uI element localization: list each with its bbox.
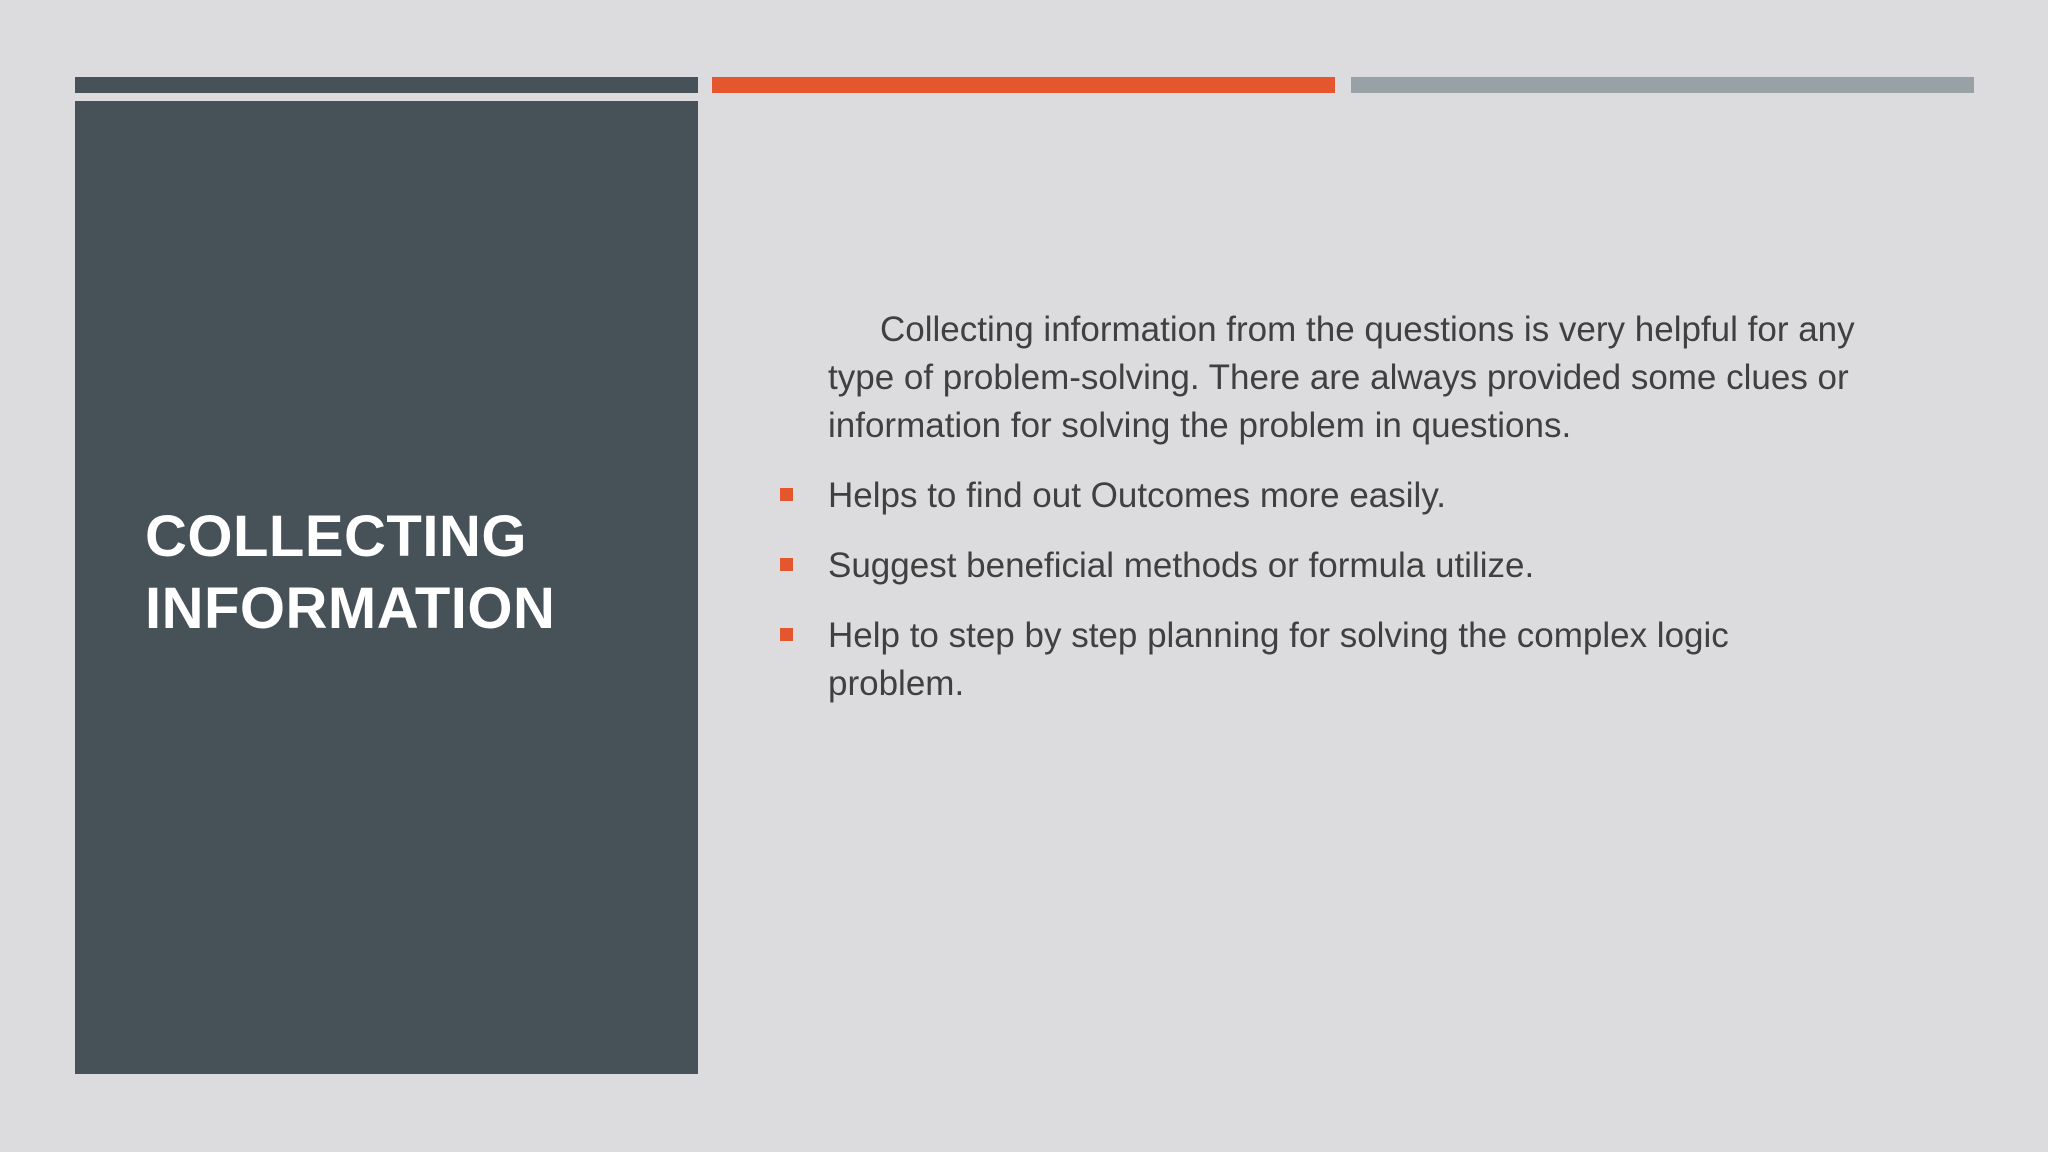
square-bullet-icon bbox=[780, 488, 793, 501]
bullet-item bbox=[780, 612, 1860, 708]
intro-paragraph: Collecting information from the questions is very helpful for any type of problem-solving. There are always provided some clues or information for solving the problem in questions. bbox=[828, 310, 1855, 445]
bullet-item bbox=[780, 472, 1860, 520]
slide-title: COLLECTING INFORMATION bbox=[145, 504, 556, 641]
bullet-text: Suggest beneficial methods or formula utilize. bbox=[828, 546, 1535, 585]
top-accent-bar-orange bbox=[712, 77, 1335, 93]
bullet-list bbox=[780, 472, 1860, 708]
slide-content bbox=[780, 306, 1860, 730]
bullet-text: Helps to find out Outcomes more easily. bbox=[828, 476, 1446, 515]
square-bullet-icon bbox=[780, 628, 793, 641]
bullet-text: Help to step by step planning for solving the complex logic problem. bbox=[828, 616, 1729, 703]
top-accent-bar-dark bbox=[75, 77, 698, 93]
title-panel bbox=[75, 101, 698, 1074]
square-bullet-icon bbox=[780, 558, 793, 571]
bullet-item bbox=[780, 542, 1860, 590]
top-accent-bar-gray bbox=[1351, 77, 1974, 93]
